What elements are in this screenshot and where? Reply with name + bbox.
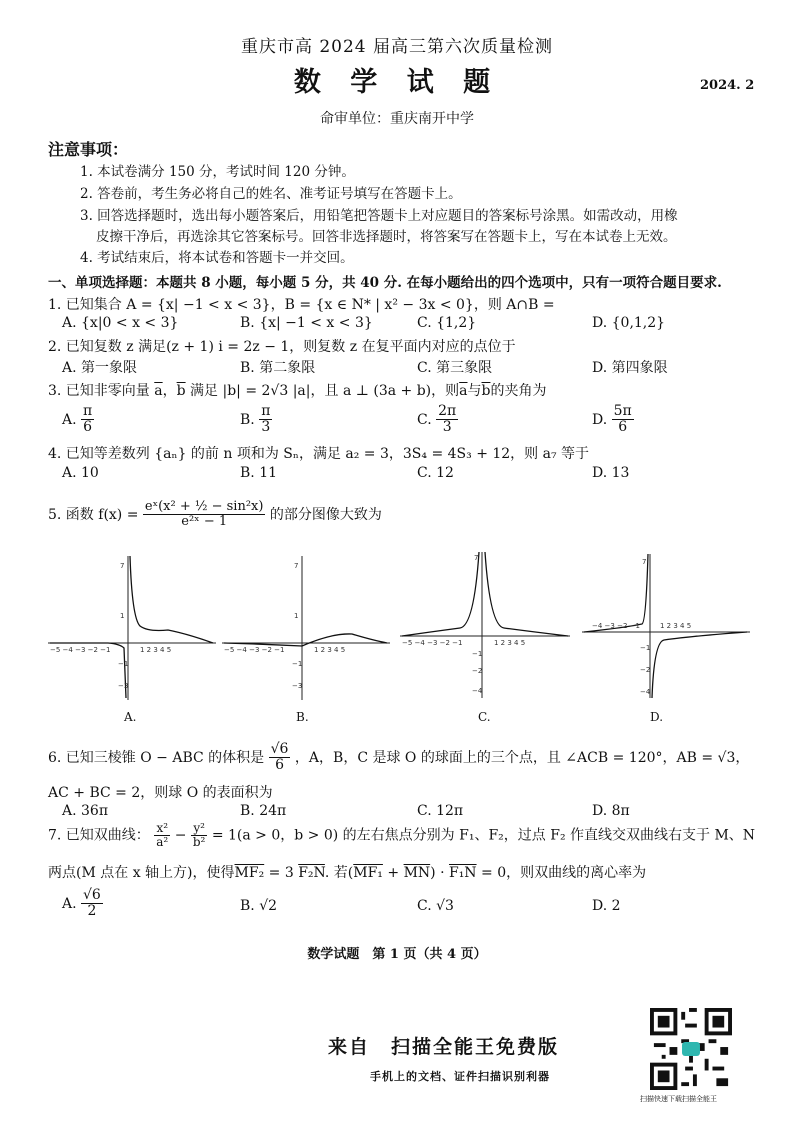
question-6-stem: 6. 已知三棱锥 O − ABC 的体积是 $\frac{√6}{6}$ ，A，B，C 是球 O 的球面上的三个点，且 ∠ACB = 120°，AB = √3， <box>48 741 750 774</box>
q4-option-c: C. 12 <box>417 465 454 481</box>
svg-text:−5 −4 −3 −2 −1: −5 −4 −3 −2 −1 <box>50 646 111 654</box>
svg-text:−3: −3 <box>118 682 129 690</box>
svg-text:1 2 3 4 5: 1 2 3 4 5 <box>494 639 526 647</box>
q4-option-d: D. 13 <box>592 465 630 481</box>
svg-text:−3: −3 <box>292 682 303 690</box>
svg-text:7: 7 <box>642 558 647 566</box>
q3-option-c: C. $\frac{2\pi}{3}$ <box>417 403 457 436</box>
note-item: 4. 考试结束后，将本试卷和答题卡一并交回。 <box>80 250 354 266</box>
exam-date: 2024. 2 <box>700 78 755 93</box>
svg-text:1 2 3 4 5: 1 2 3 4 5 <box>660 622 692 630</box>
q4-option-a: A. 10 <box>62 465 99 481</box>
svg-text:1 2 3 4 5: 1 2 3 4 5 <box>314 646 346 654</box>
svg-text:1: 1 <box>120 612 125 620</box>
q4-option-b: B. 11 <box>240 465 278 481</box>
graph-label: C. <box>478 710 491 724</box>
question-2-stem: 2. 已知复数 z 满足(z + 1) i = 2z − 1，则复数 z 在复平面内对应的点位于 <box>48 339 516 355</box>
question-3-stem: 3. 已知非零向量 $\overline{a}$，$\overline{b}$ 满足 |b| = 2√3 |a|，且 a ⊥ (3a + b)，则$\overline{a}$与$\overline{b}$的夹角为 <box>48 383 547 399</box>
q1-option-c: C. {1,2} <box>417 315 477 331</box>
exam-header: 重庆市高 2024 届高三第六次质量检测 <box>240 37 554 57</box>
graph-d <box>582 548 752 708</box>
svg-text:1: 1 <box>294 612 299 620</box>
watermark-subtext: 手机上的文档、证件扫描识别利器 <box>370 1070 550 1083</box>
question-4-stem: 4. 已知等差数列 {aₙ} 的前 n 项和为 Sₙ，满足 a₂ = 3，3S₄ = 4S₃ + 12，则 a₇ 等于 <box>48 446 590 462</box>
notes-title: 注意事项： <box>48 140 129 159</box>
q2-option-d: D. 第四象限 <box>592 360 668 376</box>
graph-label: B. <box>296 710 309 724</box>
svg-text:7: 7 <box>474 554 479 562</box>
question-7-line2: 两点(M 点在 x 轴上方)，使得MF₂ = 3 F₂N. 若$(MF_1 + \overline{MN}) \cdot F_1N = 0$，则双曲线的离心率为 <box>48 865 647 881</box>
section-heading: 一、单项选择题：本题共 8 小题，每小题 5 分，共 40 分. 在每小题给出的四个选项中，只有一项符合题目要求. <box>48 275 722 291</box>
question-5-stem: 5. 函数 f(x) = $\frac{\text{eˣ(x² + ½ − sin²x)}}{\text{e²ˣ − 1}}$ 的部分图像大致为 <box>48 499 382 530</box>
svg-text:−4: −4 <box>640 688 651 696</box>
qr-code-icon[interactable] <box>650 1008 732 1090</box>
svg-text:7: 7 <box>294 562 299 570</box>
q2-option-a: A. 第一象限 <box>62 360 138 376</box>
q7-option-c: C. √3 <box>417 898 454 914</box>
q5-numerator: eˣ(x² + ½ − sin²x) <box>144 499 264 514</box>
q7-option-d: D. 2 <box>592 898 621 914</box>
exam-title: 数 学 试 题 <box>293 67 501 98</box>
svg-text:−5 −4 −3 −2 −1: −5 −4 −3 −2 −1 <box>402 639 463 647</box>
note-item: 皮擦干净后，再选涂其它答案标号。回答非选择题时，将答案写在答题卡上，写在本试卷上无效。 <box>96 229 677 245</box>
q3-option-b: B. $\frac{\pi}{3}$ <box>240 403 271 436</box>
question-7-stem: 7. 已知双曲线： $\frac{\text{x²}}{\text{a²}}$ − $\frac{\text{y²}}{\text{b²}}$ = 1(a > 0，b > 0) 的左右焦点分别为 F₁、F₂，过点 F₂ 作直线交双曲线右支于 M、N <box>48 821 756 850</box>
q6-option-a: A. 36π <box>62 803 109 819</box>
page-footer: 数学试题 第 1 页（共 4 页） <box>307 947 487 962</box>
svg-text:−1: −1 <box>292 660 303 668</box>
exam-unit: 命审单位：重庆南开中学 <box>320 111 474 127</box>
qr-caption: 扫描快速下载扫描全能王 <box>640 1095 717 1103</box>
q1-option-d: D. {0,1,2} <box>592 315 666 331</box>
q7-option-b: B. √2 <box>240 898 278 914</box>
svg-text:−1: −1 <box>472 650 483 658</box>
svg-text:−4 −3 −2 −1: −4 −3 −2 −1 <box>592 622 640 630</box>
svg-text:−5 −4 −3 −2 −1: −5 −4 −3 −2 −1 <box>224 646 285 654</box>
graph-b <box>222 548 392 708</box>
q6-option-d: D. 8π <box>592 803 630 819</box>
condition-1: |b| = 2√3 |a| <box>222 383 311 399</box>
vector-b: $\overline{b}$ <box>176 383 186 399</box>
q5-denominator: e²ˣ − 1 <box>181 514 228 530</box>
q1-option-a: A. {x|0 < x < 3} <box>62 315 179 331</box>
question-6-line2: AC + BC = 2，则球 O 的表面积为 <box>48 785 273 801</box>
q1-option-b: B. {x| −1 < x < 3} <box>240 315 373 331</box>
note-item: 2. 答卷前，考生务必将自己的姓名、准考证号填写在答题卡上。 <box>80 186 462 202</box>
q2-option-c: C. 第三象限 <box>417 360 493 376</box>
vector-a: $\overline{a}$ <box>154 383 163 399</box>
q6-option-b: B. 24π <box>240 803 287 819</box>
svg-text:7: 7 <box>120 562 125 570</box>
note-item: 3. 回答选择题时，选出每小题答案后，用铅笔把答题卡上对应题目的答案标号涂黑。如需改动，用橡 <box>80 208 678 224</box>
svg-text:−2: −2 <box>472 667 483 675</box>
svg-text:−4: −4 <box>472 687 483 695</box>
graph-a <box>48 548 218 708</box>
q3-option-d: D. $\frac{5\pi}{6}$ <box>592 403 632 436</box>
condition-2: a ⊥ (3a + b) <box>342 383 432 399</box>
graph-label: A. <box>124 710 137 724</box>
q6-option-c: C. 12π <box>417 803 464 819</box>
graph-label: D. <box>650 710 664 724</box>
graph-c <box>400 548 572 708</box>
watermark-text: 来自 扫描全能王免费版 <box>328 1036 560 1058</box>
question-1-stem: 1. 已知集合 A = {x| −1 < x < 3}，B = {x ∈ N* | x² − 3x < 0}，则 A∩B = <box>48 297 555 313</box>
svg-text:1 2 3 4 5: 1 2 3 4 5 <box>140 646 172 654</box>
note-item: 1. 本试卷满分 150 分，考试时间 120 分钟。 <box>80 164 355 180</box>
q7-option-a: A. $\frac{√6}{2}$ <box>62 887 101 920</box>
svg-text:−1: −1 <box>118 660 129 668</box>
q3-option-a: A. $\frac{\pi}{6}$ <box>62 403 93 436</box>
svg-text:−1: −1 <box>640 644 651 652</box>
q2-option-b: B. 第二象限 <box>240 360 316 376</box>
svg-text:−2: −2 <box>640 666 651 674</box>
